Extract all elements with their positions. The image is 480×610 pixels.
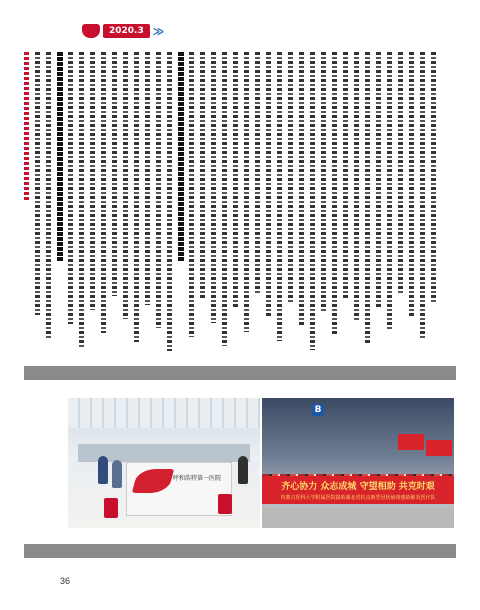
magazine-logo-icon <box>82 24 100 38</box>
decorative-mark-icon: ≫ <box>152 24 165 38</box>
text-column <box>332 52 337 336</box>
text-column <box>277 52 282 341</box>
text-column <box>134 52 139 342</box>
photo-medical-team-group <box>262 398 454 528</box>
text-column <box>233 52 238 309</box>
text-column <box>343 52 348 299</box>
red-suitcase <box>104 498 118 518</box>
team-banner-slogan: 齐心协力 众志成城 守望相助 共克时艰 <box>281 482 435 492</box>
text-column <box>156 52 161 328</box>
text-column <box>24 52 29 202</box>
text-column <box>35 52 40 315</box>
hospital-banner <box>126 462 232 516</box>
issue-badge <box>82 24 164 38</box>
page-number: 36 <box>60 576 71 586</box>
person <box>98 456 108 484</box>
text-column <box>189 52 194 337</box>
text-column <box>255 52 260 295</box>
text-column <box>167 52 172 351</box>
text-column <box>211 52 216 323</box>
red-suitcase <box>218 494 232 514</box>
person <box>238 456 248 484</box>
text-column <box>420 52 425 340</box>
text-column <box>200 52 205 300</box>
hospital-banner-text: 呼和浩特第一医院 <box>173 475 222 482</box>
section-divider-top <box>24 366 456 380</box>
text-column <box>68 52 73 324</box>
text-column <box>365 52 370 345</box>
gate-b-sign-icon: B <box>312 404 324 416</box>
text-column <box>431 52 436 303</box>
text-column <box>145 52 150 305</box>
section-divider-bottom <box>24 544 456 558</box>
text-column <box>387 52 392 331</box>
text-column <box>222 52 227 346</box>
issue-year-label: 2020.3 <box>103 24 150 38</box>
mongolian-text-block <box>24 52 450 352</box>
text-column <box>288 52 293 304</box>
text-column <box>79 52 84 347</box>
text-column <box>299 52 304 327</box>
text-column <box>123 52 128 319</box>
text-column <box>376 52 381 308</box>
person <box>112 460 122 488</box>
text-column <box>46 52 51 338</box>
text-column <box>244 52 249 332</box>
text-column <box>266 52 271 318</box>
text-column <box>178 52 184 262</box>
text-column <box>321 52 326 313</box>
text-column <box>57 52 63 262</box>
text-column <box>398 52 403 294</box>
hospital-logo-icon <box>132 469 174 493</box>
photo-airport-team <box>68 398 260 528</box>
text-column <box>354 52 359 322</box>
team-banner-subtitle: 内蒙古医科大学附属医院援助湖北省抗击新型冠状病毒感染肺炎医疗队 <box>280 495 436 501</box>
red-flag-icon <box>398 434 424 450</box>
red-flag-icon <box>426 440 452 456</box>
terminal-ceiling <box>68 398 260 428</box>
text-column <box>90 52 95 310</box>
text-column <box>310 52 315 350</box>
text-column <box>112 52 117 296</box>
text-column <box>409 52 414 317</box>
team-banner <box>262 476 454 504</box>
text-column <box>101 52 106 333</box>
terminal-floor <box>262 508 454 528</box>
